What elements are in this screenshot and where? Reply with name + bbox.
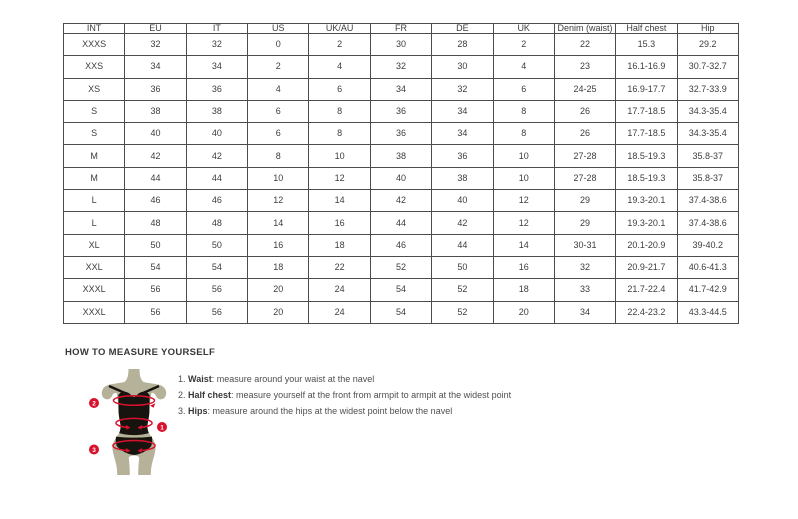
table-cell: 16 (248, 234, 309, 256)
table-row (64, 167, 739, 189)
step-label: Half chest (188, 390, 232, 400)
table-cell: 8 (309, 100, 370, 122)
table-cell: 34 (432, 123, 493, 145)
table-cell: 56 (125, 279, 186, 301)
table-cell: 54 (370, 279, 431, 301)
column-header: US (248, 24, 309, 34)
badge-hips-number: 3 (92, 446, 96, 454)
step-number: 3. (178, 406, 186, 416)
table-cell: M (64, 167, 125, 189)
table-row (64, 100, 739, 122)
table-cell: 18 (248, 256, 309, 278)
table-header-row (64, 24, 739, 34)
table-cell: 32.7-33.9 (677, 78, 738, 100)
table-cell: 43.3-44.5 (677, 301, 738, 323)
table-row (64, 34, 739, 56)
table-cell: 56 (186, 301, 247, 323)
table-cell: 20 (493, 301, 554, 323)
table-cell: 44 (186, 167, 247, 189)
table-cell: 54 (125, 256, 186, 278)
table-cell: 16 (493, 256, 554, 278)
table-cell: XXS (64, 56, 125, 78)
table-cell: 52 (432, 279, 493, 301)
table-cell: 12 (248, 190, 309, 212)
table-cell: 46 (186, 190, 247, 212)
table-cell: 46 (125, 190, 186, 212)
table-cell: 30 (370, 34, 431, 56)
column-header: UK/AU (309, 24, 370, 34)
table-cell: 36 (370, 123, 431, 145)
column-header: Half chest (616, 24, 677, 34)
table-cell: 42 (186, 145, 247, 167)
table-cell: 8 (493, 100, 554, 122)
table-cell: 30-31 (554, 234, 615, 256)
table-cell: M (64, 145, 125, 167)
size-table (63, 23, 739, 324)
step-label: Waist (188, 374, 212, 384)
table-cell: 14 (309, 190, 370, 212)
table-cell: 17.7-18.5 (616, 100, 677, 122)
table-cell: 16.1-16.9 (616, 56, 677, 78)
table-cell: 23 (554, 56, 615, 78)
table-cell: 38 (370, 145, 431, 167)
table-cell: XL (64, 234, 125, 256)
table-cell: 32 (125, 34, 186, 56)
table-cell: 18.5-19.3 (616, 167, 677, 189)
table-cell: 8 (248, 145, 309, 167)
step-number: 1. (178, 374, 186, 384)
table-cell: 42 (432, 212, 493, 234)
table-cell: 12 (493, 190, 554, 212)
table-cell: XXXL (64, 279, 125, 301)
table-cell: 48 (186, 212, 247, 234)
column-header: Hip (677, 24, 738, 34)
table-cell: 34.3-35.4 (677, 123, 738, 145)
column-header: EU (125, 24, 186, 34)
table-cell: 4 (493, 56, 554, 78)
table-cell: 20 (248, 279, 309, 301)
table-cell: 39-40.2 (677, 234, 738, 256)
table-cell: 36 (186, 78, 247, 100)
table-cell: 10 (493, 145, 554, 167)
table-cell: 54 (370, 301, 431, 323)
table-cell: 26 (554, 123, 615, 145)
column-header: IT (186, 24, 247, 34)
table-cell: 34 (554, 301, 615, 323)
table-cell: 2 (309, 34, 370, 56)
table-cell: 20 (248, 301, 309, 323)
table-cell: 0 (248, 34, 309, 56)
badge-waist-number: 1 (160, 424, 164, 432)
table-cell: XXXL (64, 301, 125, 323)
table-cell: 56 (125, 301, 186, 323)
table-cell: 52 (432, 301, 493, 323)
table-cell: 18 (493, 279, 554, 301)
measure-step (178, 387, 511, 403)
table-cell: 20.9-21.7 (616, 256, 677, 278)
table-cell: 36 (370, 100, 431, 122)
step-text: : measure around your waist at the navel (211, 374, 375, 384)
table-cell: 41.7-42.9 (677, 279, 738, 301)
table-cell: 38 (186, 100, 247, 122)
table-cell: 4 (248, 78, 309, 100)
table-cell: 15.3 (616, 34, 677, 56)
table-cell: 24-25 (554, 78, 615, 100)
table-cell: 34.3-35.4 (677, 100, 738, 122)
table-cell: 14 (493, 234, 554, 256)
table-cell: 29.2 (677, 34, 738, 56)
table-cell: 22 (554, 34, 615, 56)
table-cell: 40 (125, 123, 186, 145)
table-cell: 40 (370, 167, 431, 189)
table-cell: 46 (370, 234, 431, 256)
table-head (64, 24, 739, 34)
table-cell: 12 (493, 212, 554, 234)
table-cell: 10 (248, 167, 309, 189)
table-cell: 36 (125, 78, 186, 100)
table-cell: 34 (370, 78, 431, 100)
table-cell: 16 (309, 212, 370, 234)
table-cell: 56 (186, 279, 247, 301)
table-cell: 10 (493, 167, 554, 189)
table-cell: 40 (432, 190, 493, 212)
table-cell: 52 (370, 256, 431, 278)
table-cell: 40 (186, 123, 247, 145)
camisole-top (118, 392, 149, 435)
table-cell: 27-28 (554, 167, 615, 189)
table-cell: 19.3-20.1 (616, 212, 677, 234)
table-cell: 37.4-38.6 (677, 190, 738, 212)
badge-waist (157, 422, 167, 432)
table-row (64, 145, 739, 167)
table-cell: 2 (493, 34, 554, 56)
table-cell: 24 (309, 279, 370, 301)
table-cell: 6 (309, 78, 370, 100)
table-cell: XS (64, 78, 125, 100)
table-cell: 8 (493, 123, 554, 145)
measure-step (178, 371, 511, 387)
table-row (64, 56, 739, 78)
table-cell: 17.7-18.5 (616, 123, 677, 145)
step-label: Hips (188, 406, 208, 416)
table-cell: 50 (125, 234, 186, 256)
table-cell: 44 (125, 167, 186, 189)
table-cell: 50 (432, 256, 493, 278)
table-cell: 32 (554, 256, 615, 278)
table-cell: L (64, 212, 125, 234)
step-text: : measure yourself at the front from armpit to armpit at the widest point (231, 390, 512, 400)
column-header: DE (432, 24, 493, 34)
table-cell: 8 (309, 123, 370, 145)
table-cell: 6 (493, 78, 554, 100)
mannequin-illustration (86, 369, 182, 476)
table-cell: 30 (432, 56, 493, 78)
table-cell: 18 (309, 234, 370, 256)
table-cell: S (64, 100, 125, 122)
table-cell: 34 (125, 56, 186, 78)
step-text: : measure around the hips at the widest point below the navel (207, 406, 453, 416)
table-cell: 22 (309, 256, 370, 278)
table-row (64, 123, 739, 145)
table-cell: L (64, 190, 125, 212)
table-cell: 44 (432, 234, 493, 256)
table-cell: 44 (370, 212, 431, 234)
column-header: UK (493, 24, 554, 34)
table-cell: 36 (432, 145, 493, 167)
table-cell: 37.4-38.6 (677, 212, 738, 234)
measure-step (178, 403, 511, 419)
table-cell: 33 (554, 279, 615, 301)
badge-chest (89, 398, 99, 408)
table-row (64, 279, 739, 301)
table-cell: 29 (554, 190, 615, 212)
badge-chest-number: 2 (92, 400, 96, 408)
measure-section-title: HOW TO MEASURE YOURSELF (65, 347, 216, 358)
table-cell: 26 (554, 100, 615, 122)
table-cell: 42 (370, 190, 431, 212)
table-cell: 20.1-20.9 (616, 234, 677, 256)
table-cell: 2 (248, 56, 309, 78)
table-cell: 16.9-17.7 (616, 78, 677, 100)
table-cell: 35.8-37 (677, 167, 738, 189)
table-cell: 12 (309, 167, 370, 189)
badge-hips (89, 445, 99, 455)
table-cell: 30.7-32.7 (677, 56, 738, 78)
table-cell: 50 (186, 234, 247, 256)
column-header: Denim (waist) (554, 24, 615, 34)
table-cell: XXXS (64, 34, 125, 56)
table-row (64, 212, 739, 234)
table-cell: 6 (248, 123, 309, 145)
table-row (64, 234, 739, 256)
step-number: 2. (178, 390, 186, 400)
table-cell: 14 (248, 212, 309, 234)
table-cell: XXL (64, 256, 125, 278)
column-header: FR (370, 24, 431, 34)
table-row (64, 256, 739, 278)
table-cell: 21.7-22.4 (616, 279, 677, 301)
table-cell: 34 (186, 56, 247, 78)
table-cell: 19.3-20.1 (616, 190, 677, 212)
table-cell: 32 (370, 56, 431, 78)
column-header: INT (64, 24, 125, 34)
table-row (64, 78, 739, 100)
table-cell: 28 (432, 34, 493, 56)
table-cell: S (64, 123, 125, 145)
table-cell: 4 (309, 56, 370, 78)
mannequin-figure-svg (86, 369, 182, 476)
table-cell: 34 (432, 100, 493, 122)
table-cell: 38 (432, 167, 493, 189)
table-row (64, 190, 739, 212)
table-cell: 40.6-41.3 (677, 256, 738, 278)
table-cell: 18.5-19.3 (616, 145, 677, 167)
table-cell: 42 (125, 145, 186, 167)
table-cell: 29 (554, 212, 615, 234)
table-cell: 6 (248, 100, 309, 122)
table-row (64, 301, 739, 323)
table-cell: 54 (186, 256, 247, 278)
table-cell: 10 (309, 145, 370, 167)
table-cell: 48 (125, 212, 186, 234)
table-body (64, 34, 739, 324)
table-cell: 27-28 (554, 145, 615, 167)
table-cell: 32 (432, 78, 493, 100)
table-cell: 35.8-37 (677, 145, 738, 167)
measure-steps (178, 371, 511, 419)
table-cell: 38 (125, 100, 186, 122)
table-cell: 22.4-23.2 (616, 301, 677, 323)
table-cell: 24 (309, 301, 370, 323)
table-cell: 32 (186, 34, 247, 56)
